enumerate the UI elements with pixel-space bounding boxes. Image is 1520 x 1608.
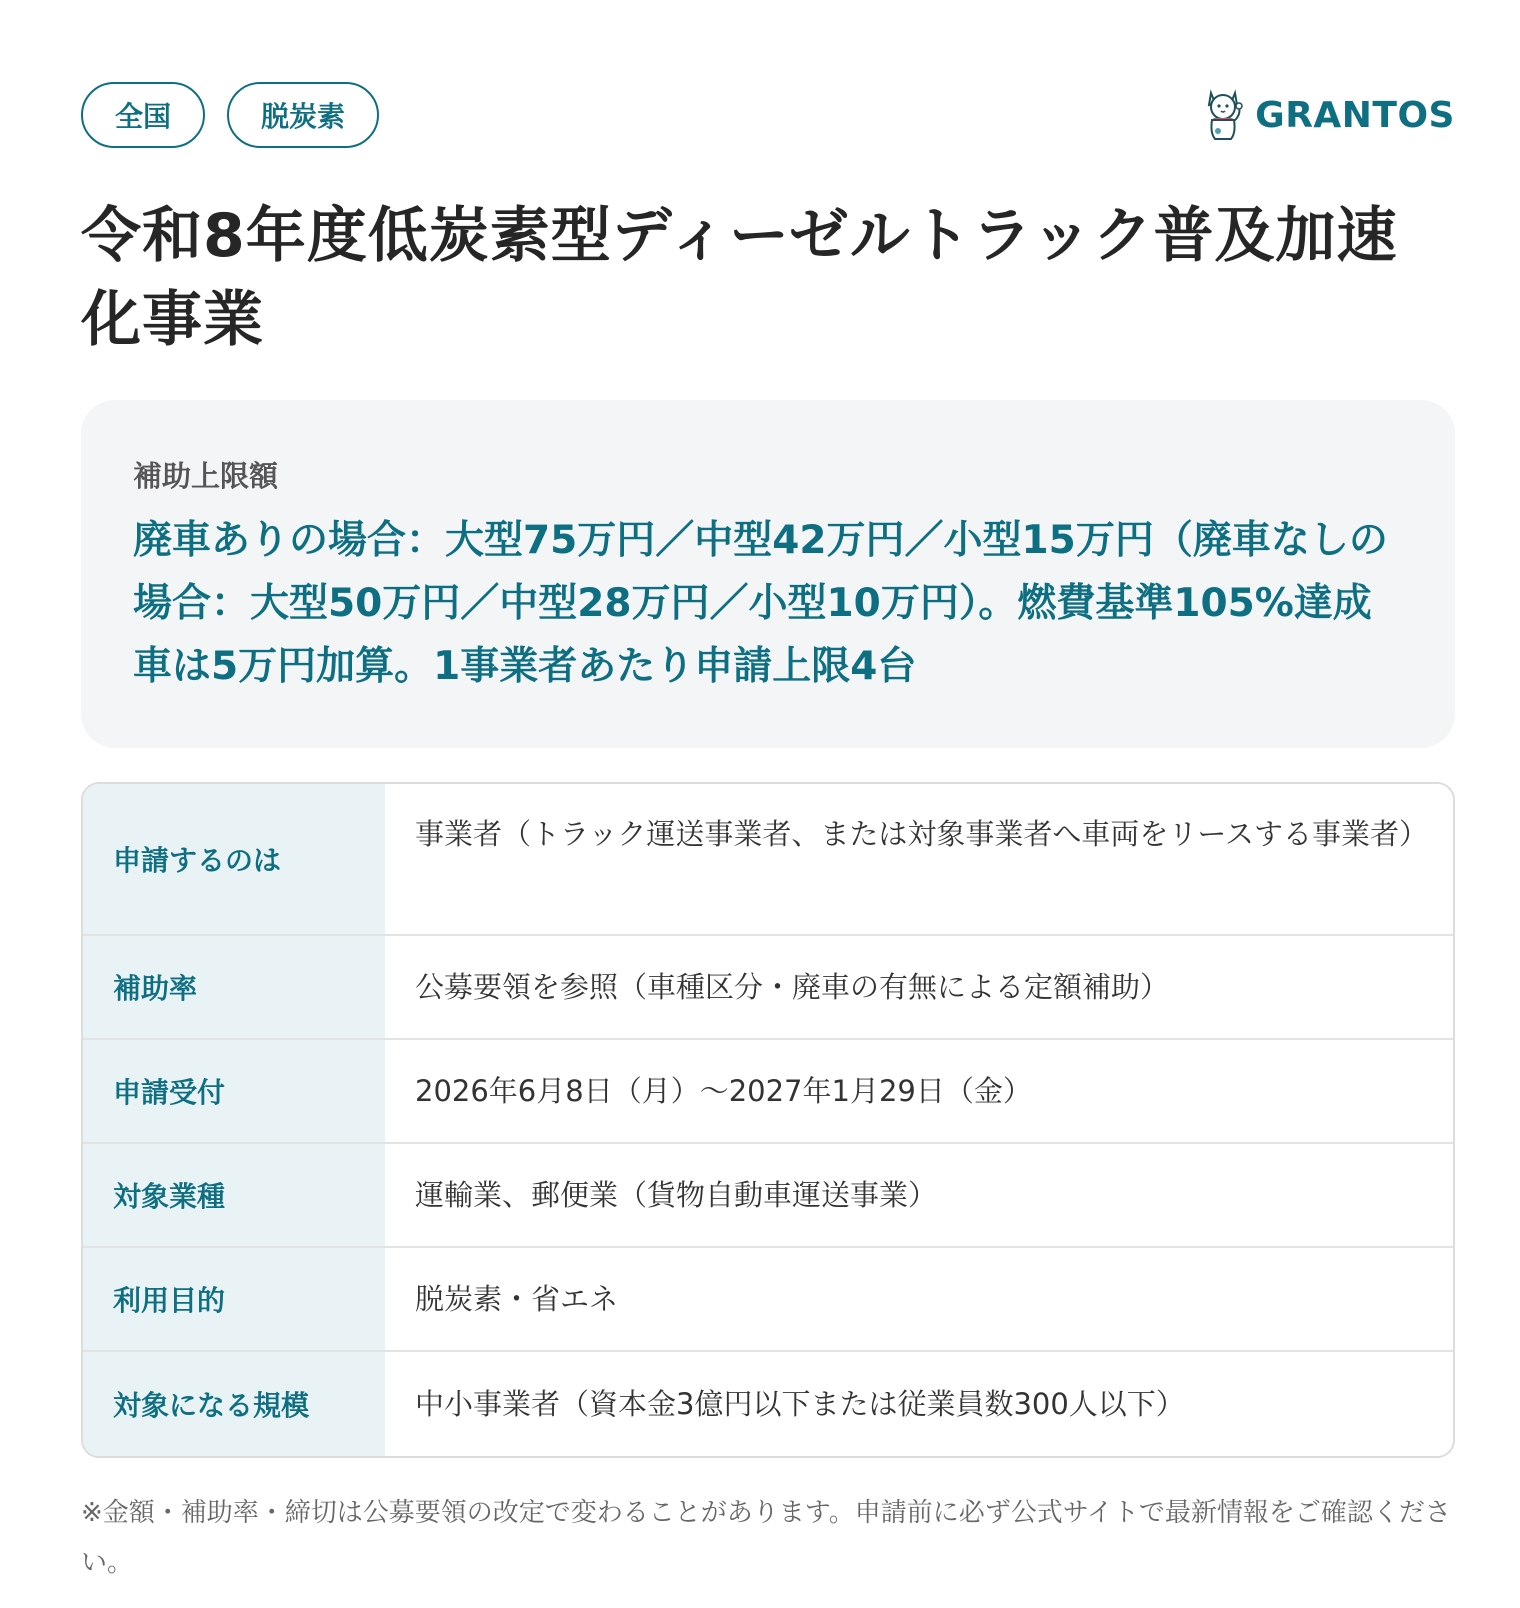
row-label-rate: 補助率 [83,936,385,1038]
tag-category[interactable]: 脱炭素 [227,82,379,148]
table-row [83,1142,1453,1246]
grantos-logo[interactable] [1201,87,1455,143]
row-value-rate: 公募要領を参照（車種区分・廃車の有無による定額補助） [415,970,1170,1004]
row-label-applicant: 申請するのは [83,784,385,934]
table-row [83,934,1453,1038]
logo-text: GRANTOS [1255,94,1455,136]
maneki-neko-cat-icon [1201,87,1245,143]
subsidy-limit-box [81,400,1455,748]
row-value-scale: 中小事業者（資本金3億円以下または従業員数300人以下） [415,1387,1185,1421]
row-value-applicant: 事業者（トラック運送事業者、または対象事業者へ車両をリースする事業者） [415,817,1428,851]
subsidy-card [81,80,1455,1588]
table-row [83,784,1453,934]
subsidy-limit-value: 廃車ありの場合：大型75万円／中型42万円／小型15万円（廃車なしの場合：大型50万円／中型28万円／小型10万円）。燃費基準105%達成車は5万円加算。1事業者あたり申請上限4台 [133,518,1388,689]
row-value-period: 2026年6月8日（月）〜2027年1月29日（金） [415,1074,1032,1108]
subsidy-limit-label: 補助上限額 [133,459,279,493]
disclaimer-note: ※金額・補助率・締切は公募要領の改定で変わることがあります。申請前に必ず公式サイトで最新情報をご確認ください。 [81,1498,1451,1578]
row-value-industry: 運輸業、郵便業（貨物自動車運送事業） [415,1178,938,1212]
table-row [83,1038,1453,1142]
row-value-purpose: 脱炭素・省エネ [415,1282,619,1316]
table-row [83,1246,1453,1350]
row-label-period: 申請受付 [83,1040,385,1142]
header-bar [81,80,1455,150]
tag-list [81,82,379,148]
page-title: 令和8年度低炭素型ディーゼルトラック普及加速化事業 [81,201,1398,355]
table-row [83,1350,1453,1456]
info-table [81,782,1455,1458]
tag-region[interactable]: 全国 [81,82,205,148]
row-label-industry: 対象業種 [83,1144,385,1246]
row-label-scale: 対象になる規模 [83,1352,385,1456]
row-label-purpose: 利用目的 [83,1248,385,1350]
